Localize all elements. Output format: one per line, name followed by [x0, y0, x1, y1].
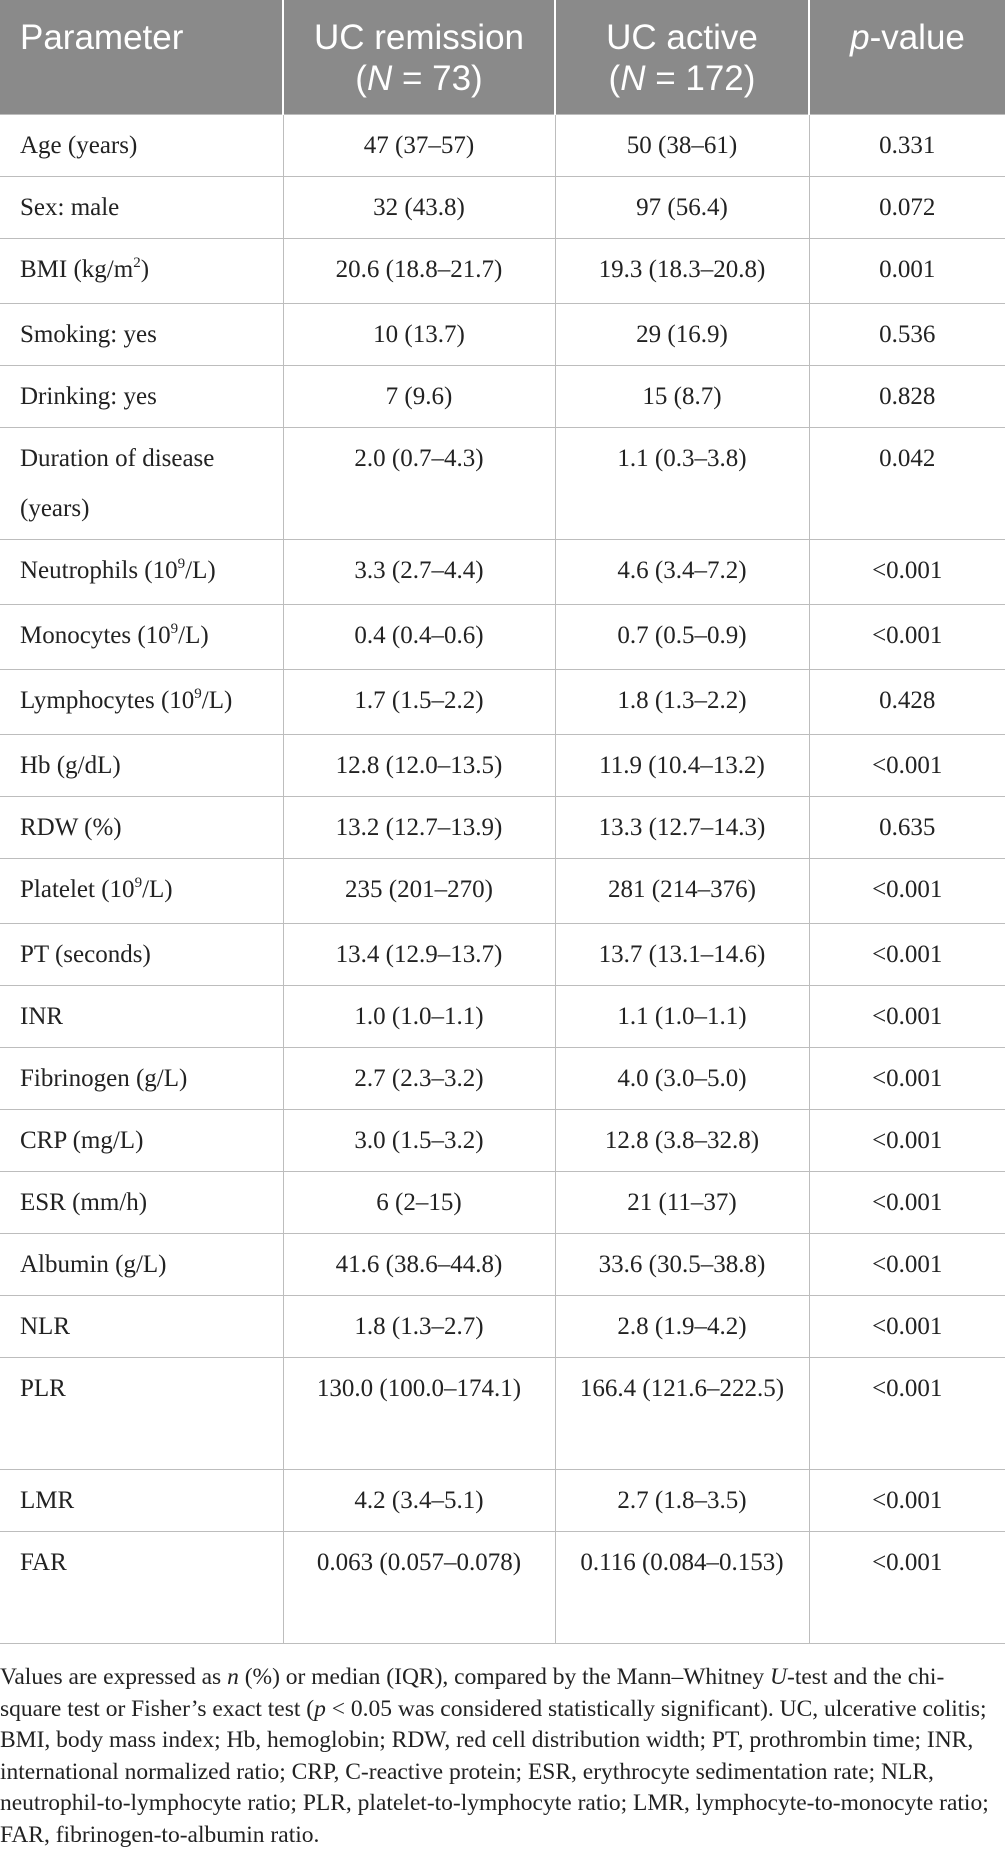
cell-uc-active: 166.4 (121.6–222.5): [555, 1358, 809, 1470]
cell-uc-remission: 12.8 (12.0–13.5): [283, 735, 555, 797]
cell-p-value: <0.001: [809, 1470, 1005, 1532]
cell-parameter-text: Lymphocytes (10: [20, 687, 195, 714]
cell-p-value: <0.001: [809, 1172, 1005, 1234]
cell-p-value: <0.001: [809, 1532, 1005, 1644]
cell-uc-active: 1.1 (0.3–3.8): [555, 428, 809, 540]
table-row: [0, 1296, 1005, 1358]
cell-parameter: [0, 670, 283, 735]
table-row: [0, 1110, 1005, 1172]
cell-parameter: Drinking: yes: [0, 366, 283, 428]
footnote-text-3: -test and the chi-square test or Fisher’s exact test (: [0, 1664, 945, 1722]
cell-parameter-superscript: 9: [177, 556, 186, 572]
table-header: [0, 0, 1005, 115]
cell-uc-remission: 41.6 (38.6–44.8): [283, 1234, 555, 1296]
table-row: [0, 670, 1005, 735]
table-row: [0, 115, 1005, 177]
cell-uc-remission: 2.0 (0.7–4.3): [283, 428, 555, 540]
cell-parameter: RDW (%): [0, 797, 283, 859]
table-row: [0, 859, 1005, 924]
cell-uc-remission: 0.063 (0.057–0.078): [283, 1532, 555, 1644]
cell-p-value: <0.001: [809, 1048, 1005, 1110]
cell-uc-active: 33.6 (30.5–38.8): [555, 1234, 809, 1296]
cell-uc-active: 19.3 (18.3–20.8): [555, 239, 809, 304]
cell-p-value: <0.001: [809, 986, 1005, 1048]
cell-p-value: 0.042: [809, 428, 1005, 540]
cell-uc-active: 1.8 (1.3–2.2): [555, 670, 809, 735]
cell-uc-remission: 4.2 (3.4–5.1): [283, 1470, 555, 1532]
table-row: [0, 605, 1005, 670]
header-active-n-label: N: [620, 59, 646, 98]
table-row: [0, 540, 1005, 605]
cell-uc-remission: 2.7 (2.3–3.2): [283, 1048, 555, 1110]
table-row: [0, 304, 1005, 366]
cell-uc-active: 2.7 (1.8–3.5): [555, 1470, 809, 1532]
cell-parameter-text: BMI (kg/m: [20, 256, 134, 283]
cell-uc-remission: 13.4 (12.9–13.7): [283, 924, 555, 986]
cell-parameter: Smoking: yes: [0, 304, 283, 366]
cell-uc-remission: 32 (43.8): [283, 177, 555, 239]
footnote-u: U: [770, 1664, 788, 1690]
cell-uc-active: 29 (16.9): [555, 304, 809, 366]
header-uc-active-label: UC active: [606, 18, 758, 57]
cell-parameter: PLR: [0, 1358, 283, 1470]
header-uc-active: UC active (N = 172): [555, 0, 809, 115]
cell-p-value: 0.828: [809, 366, 1005, 428]
cell-uc-active: 281 (214–376): [555, 859, 809, 924]
cell-uc-active: 97 (56.4): [555, 177, 809, 239]
cell-parameter: [0, 605, 283, 670]
cell-parameter-superscript: 9: [170, 621, 179, 637]
header-p-italic: p: [850, 18, 870, 57]
cell-uc-remission: 1.8 (1.3–2.7): [283, 1296, 555, 1358]
cell-uc-remission: 6 (2–15): [283, 1172, 555, 1234]
table-body: [0, 115, 1005, 1644]
cell-parameter-unit: /L): [185, 557, 216, 584]
cell-uc-remission: 7 (9.6): [283, 366, 555, 428]
cell-p-value: <0.001: [809, 859, 1005, 924]
cell-parameter: NLR: [0, 1296, 283, 1358]
cell-uc-active: 1.1 (1.0–1.1): [555, 986, 809, 1048]
cell-p-value: 0.072: [809, 177, 1005, 239]
cell-parameter-unit: ): [140, 256, 150, 283]
cell-uc-remission: 1.0 (1.0–1.1): [283, 986, 555, 1048]
cell-uc-active: 50 (38–61): [555, 115, 809, 177]
cell-p-value: <0.001: [809, 605, 1005, 670]
cell-p-value: 0.428: [809, 670, 1005, 735]
header-remission-n: = 73): [392, 59, 483, 98]
cell-parameter: [0, 859, 283, 924]
cell-p-value: 0.001: [809, 239, 1005, 304]
cell-p-value: 0.536: [809, 304, 1005, 366]
cell-parameter-text: Monocytes (10: [20, 622, 171, 649]
cell-uc-remission: 13.2 (12.7–13.9): [283, 797, 555, 859]
table-row: [0, 366, 1005, 428]
cell-uc-active: 13.3 (12.7–14.3): [555, 797, 809, 859]
footnote-text-4: < 0.05 was considered statistically significant). UC, ulcerative colitis; BMI, body mass index; Hb, hemoglobin; RDW, red cell distribution width; PT, prothrombin time; INR, international normalized ratio; CRP, C-reactive protein; ESR, erythrocyte sedimentation rate; NLR, neutrophil-to-lymphocyte ratio; PLR, platelet-to-lymphocyte ratio; LMR, lymphocyte-to-monocyte ratio; FAR, fibrinogen-to-albumin ratio.: [0, 1695, 989, 1848]
cell-parameter: Hb (g/dL): [0, 735, 283, 797]
cell-parameter: Duration of disease (years): [0, 428, 283, 540]
header-active-n: = 172): [645, 59, 756, 98]
cell-uc-remission: 130.0 (100.0–174.1): [283, 1358, 555, 1470]
cell-uc-active: 13.7 (13.1–14.6): [555, 924, 809, 986]
cell-p-value: <0.001: [809, 924, 1005, 986]
cell-parameter: LMR: [0, 1470, 283, 1532]
cell-p-value: 0.635: [809, 797, 1005, 859]
footnote-p: p: [314, 1695, 326, 1722]
table-row: [0, 735, 1005, 797]
table-row: [0, 1048, 1005, 1110]
cell-parameter: [0, 540, 283, 605]
cell-uc-active: 0.116 (0.084–0.153): [555, 1532, 809, 1644]
header-parameter: Parameter: [0, 0, 283, 115]
cell-parameter: CRP (mg/L): [0, 1110, 283, 1172]
cell-p-value: <0.001: [809, 1110, 1005, 1172]
cell-uc-remission: 1.7 (1.5–2.2): [283, 670, 555, 735]
cell-uc-remission: 235 (201–270): [283, 859, 555, 924]
cell-p-value: <0.001: [809, 1234, 1005, 1296]
header-uc-remission: UC remission (N = 73): [283, 0, 555, 115]
cell-parameter-unit: /L): [178, 622, 209, 649]
cell-uc-active: 12.8 (3.8–32.8): [555, 1110, 809, 1172]
header-p-rest: -value: [869, 18, 965, 57]
cell-parameter-superscript: 2: [133, 255, 141, 271]
cell-parameter: Sex: male: [0, 177, 283, 239]
cell-uc-active: 21 (11–37): [555, 1172, 809, 1234]
cell-parameter-text: Platelet (10: [20, 876, 135, 903]
footnote-text-2: (%) or median (IQR), compared by the Mann–Whitney: [238, 1664, 771, 1690]
table-row: [0, 428, 1005, 540]
table-row: [0, 239, 1005, 304]
cell-parameter-unit: /L): [201, 687, 233, 714]
cell-uc-active: 2.8 (1.9–4.2): [555, 1296, 809, 1358]
cell-p-value: 0.331: [809, 115, 1005, 177]
cell-parameter-superscript: 9: [194, 686, 202, 702]
cell-uc-active: 15 (8.7): [555, 366, 809, 428]
footnote-text-1: Values are expressed as: [0, 1664, 228, 1690]
cell-uc-remission: 20.6 (18.8–21.7): [283, 239, 555, 304]
table-row: [0, 1172, 1005, 1234]
cell-parameter: ESR (mm/h): [0, 1172, 283, 1234]
table-row: [0, 1358, 1005, 1470]
cell-parameter: INR: [0, 986, 283, 1048]
cell-parameter-text: Neutrophils (10: [20, 557, 178, 584]
table-row: [0, 797, 1005, 859]
cell-uc-remission: 47 (37–57): [283, 115, 555, 177]
table-row: [0, 1234, 1005, 1296]
cell-p-value: <0.001: [809, 1358, 1005, 1470]
table-row: [0, 1470, 1005, 1532]
cell-uc-remission: 0.4 (0.4–0.6): [283, 605, 555, 670]
cell-uc-active: 0.7 (0.5–0.9): [555, 605, 809, 670]
cell-p-value: <0.001: [809, 1296, 1005, 1358]
cell-parameter: [0, 239, 283, 304]
cell-uc-remission: 3.3 (2.7–4.4): [283, 540, 555, 605]
cell-parameter: Age (years): [0, 115, 283, 177]
cell-parameter: Fibrinogen (g/L): [0, 1048, 283, 1110]
cell-parameter: Albumin (g/L): [0, 1234, 283, 1296]
header-uc-remission-label: UC remission: [313, 18, 525, 57]
table-row: [0, 924, 1005, 986]
header-row: [0, 0, 1005, 115]
table-row: [0, 177, 1005, 239]
table-row: [0, 1532, 1005, 1644]
cell-parameter-unit: /L): [142, 876, 173, 903]
cell-uc-active: 4.0 (3.0–5.0): [555, 1048, 809, 1110]
cell-parameter-superscript: 9: [134, 875, 143, 891]
cell-parameter: PT (seconds): [0, 924, 283, 986]
cell-p-value: <0.001: [809, 735, 1005, 797]
header-p-value: [809, 0, 1005, 115]
cell-uc-remission: 3.0 (1.5–3.2): [283, 1110, 555, 1172]
header-remission-n-label: N: [366, 59, 393, 98]
table-footnote: [0, 1644, 1005, 1851]
footnote-n: n: [227, 1664, 239, 1690]
table-row: [0, 986, 1005, 1048]
cell-uc-remission: 10 (13.7): [283, 304, 555, 366]
cell-p-value: <0.001: [809, 540, 1005, 605]
cell-uc-active: 4.6 (3.4–7.2): [555, 540, 809, 605]
cell-uc-active: 11.9 (10.4–13.2): [555, 735, 809, 797]
cell-parameter: FAR: [0, 1532, 283, 1644]
